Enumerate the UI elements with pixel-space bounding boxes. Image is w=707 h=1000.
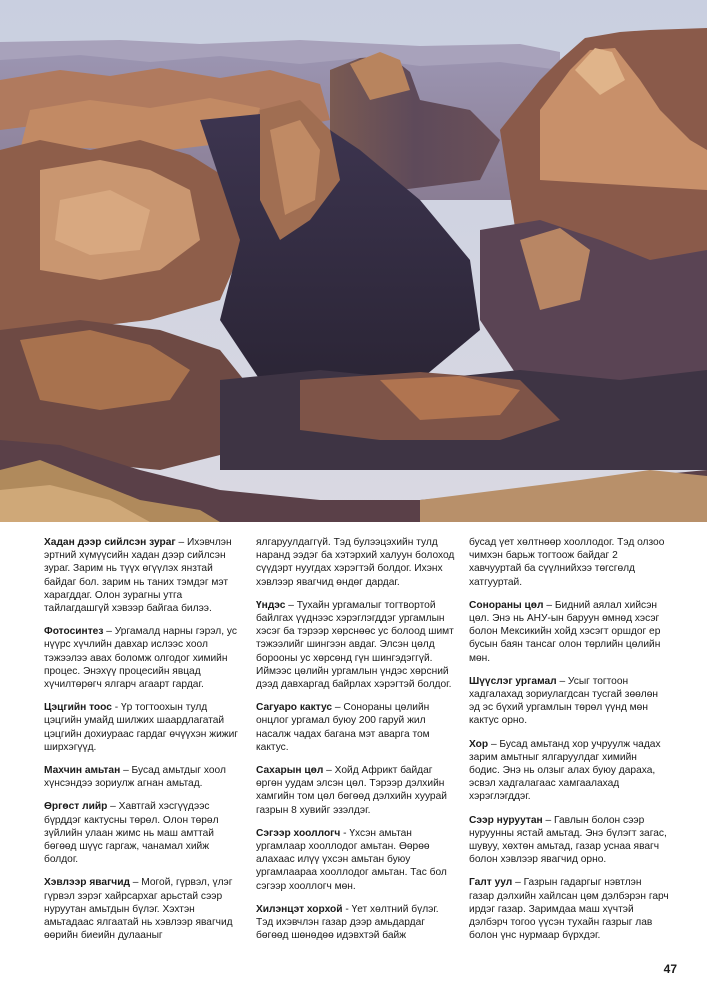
entry-definition: – Могой, гүрвэл, үлэг гүрвэл зэрэг хайрсархаг арьстай сээр нуруутан амьтдын бүлэг. Хэхтэн амьтадаас ялгаатай нь хэвлээр явагчид өөрийн биеийн дулааныг (44, 877, 233, 942)
glossary-entry (44, 536, 242, 615)
glossary-entry (44, 701, 242, 754)
glossary-entry (256, 764, 456, 817)
entry-term: Махчин амьтан (44, 765, 121, 777)
page-number: 47 (663, 962, 677, 976)
entry-term: Сэгээр хооллогч (256, 827, 341, 839)
entry-term: Хилэнцэт хорхой (256, 903, 343, 915)
glossary-entry (256, 827, 456, 893)
entry-definition: – Ихэвчлэн эртний хүмүүсийн хадан дээр сийлсэн зураг. Зарим нь түүх өгүүлэх янзтай байдаг бол. зарим нь таних тэмдэг мэт харагддаг. Олон зурагны утга тайлагдашгүй хэвээр байгаа билээ. (44, 537, 232, 615)
glossary-entry (256, 536, 456, 589)
glossary-entry (44, 764, 242, 790)
entry-term: Хадан дээр сийлсэн зураг (44, 537, 176, 548)
glossary-entry (256, 701, 456, 754)
glossary-entry (256, 599, 456, 691)
entry-term: Сээр нуруутан (469, 814, 543, 826)
entry-definition: – Ургамалд нарны гэрэл, ус нүүрс хүчлийн давхар ислээс хоол тэжээлээ авах боломж олгодог химийн процес. Энэхүү процесийн явцад хүчилтөрөгч ялгарч агаарт гардаг. (44, 626, 237, 691)
entry-definition: – Газрын гадаргыг нэвтлэн газар дэлхийн хайлсан цөм дэлбэрэн гарч ирдэг газар. Заримдаа маш хүчтэй дэлбэрч тогоо үүсэн тухайн газрыг лав болон үнс нурмаар бүрхдэг. (469, 877, 669, 942)
glossary-entry (469, 738, 669, 804)
entry-term: Шүүслэг ургамал (469, 675, 557, 687)
entry-definition: ялгаруулдаггүй. Тэд булээцэхийн тулд наранд ээдэг ба хэтэрхий халуун болоход сүүдэрт нуугдах хэрэгтэй болдог. Ихэнх хэвлээр явагчид өндөг дардаг. (256, 537, 455, 588)
entry-term: Фотосинтез (44, 626, 104, 638)
entry-term: Галт уул (469, 877, 513, 889)
entry-definition: – Хойд Африкт байдаг өргөн уудам элсэн цөл. Тэрээр дэлхийн хамгийн том цөл бөгөөд дэлхийн хуурай газрын 8 хувийг эзэлдэг. (256, 765, 447, 816)
glossary-column-1 (44, 536, 242, 952)
glossary-entry (44, 800, 242, 866)
entry-term: Цэцгийн тоос (44, 702, 112, 714)
glossary-entry (469, 876, 669, 942)
glossary (44, 536, 684, 956)
glossary-entry (44, 625, 242, 691)
glossary-entry (469, 675, 669, 728)
glossary-entry (469, 599, 669, 665)
entry-term: Сахарын цөл (256, 765, 324, 777)
entry-term: Сагуаро кактус (256, 702, 333, 714)
entry-term: Хор (469, 738, 489, 750)
entry-definition: – Бусад амьтдыг хоол хүнсэндээ зориулж агнан амьтад. (44, 765, 226, 790)
entry-term: Үндэс (256, 599, 286, 611)
entry-definition: – Усыг тогтоон хадгалахад зориулагдсан тусгай зөөлөн эд эс бүхий ургамлын төрөл үүнд мөн кактус орно. (469, 675, 659, 727)
glossary-entry (469, 814, 669, 867)
glossary-entry (469, 536, 669, 589)
entry-definition: – Гавлын болон сээр нуруунны ястай амьтад. Энэ бүлэгт загас, шувуу, хөхтөн амьтад, газар уснаа явагч болон хэвлээр явагчид орно. (469, 814, 667, 866)
entry-definition: – Хавтгай хэсгүүдээс бүрддэг кактусны төрөл. Олон төрөл зүйлийн улаан жимс нь маш амттай бөгөөд шүүс гаргаж, чанамал хийж болдог. (44, 801, 219, 866)
entry-definition: - Үр тогтоохын тулд цэцгийн умайд шилжих шаардлагатай цэцгийн дохиураас гардаг өчүүхэн жижиг ширхэгүүд. (44, 702, 238, 753)
entry-definition: - Үет хөлтний бүлэг. Тэд ихэвчлэн газар дээр амьдардаг бөгөөд шөнөдөө идэвхтэй байж (256, 903, 439, 942)
entry-definition: - Үхсэн амьтан ургамлаар хооллодог амьтан. Өөрөө алахаас илүү үхсэн амьтан буюу ургамлаараа хооллодог амьтан. Тас бол сэгээр хооллогч мөн. (256, 827, 447, 892)
entry-definition: бусад үет хөлтнөөр хооллодог. Тэд олзоо чимхэн барьж тогтоож байдаг 2 хавчууртай ба сүүлнийхээ төгсгөлд хатгууртай. (469, 537, 665, 588)
glossary-column-2 (256, 536, 456, 952)
glossary-entry (44, 876, 242, 942)
glossary-entry (256, 903, 456, 943)
entry-term: Хэвлээр явагчид (44, 877, 130, 889)
entry-definition: – Бусад амьтанд хор учруулж чадах зарим амьтныг ялгаруулдаг химийн бодис. Энэ нь олзыг алах буюу дараха, эсвэл хадгалагаас хамгаалахад хэрэглэгддэг. (469, 738, 661, 803)
entry-term: Өргөст лийр (44, 801, 108, 813)
glossary-column-3 (469, 536, 669, 952)
entry-definition: – Сонораны цөлийн онцлог ургамал буюу 200 гаруй жил насалж чадах багана мэт аварга том кактус. (256, 702, 430, 753)
entry-term: Сонораны цөл (469, 599, 544, 611)
entry-definition: – Бидний аялал хийсэн цөл. Энэ нь АНУ-ын баруун өмнөд хэсэг болон Мексикийн хойд хэсэгт оршдог ер бусын баян тансаг олон төрлийн цөлийн мөн. (469, 599, 661, 664)
entry-definition: – Тухайн ургамалыг тогтвортой байлгах үүднээс хэрэглэгддэг ургамлын хэсэг ба тэрээр хөрснөөс ус болоод шимт тэжээлийг шингээн авдаг. Элсэн цөлд борооны ус хөрсөнд гүн шингэдэггүй. Иймээс цөлийн ургамлын үндэс хөрсний дээд давхаргад байрлах хэрэгтэй болдог. (256, 599, 454, 691)
